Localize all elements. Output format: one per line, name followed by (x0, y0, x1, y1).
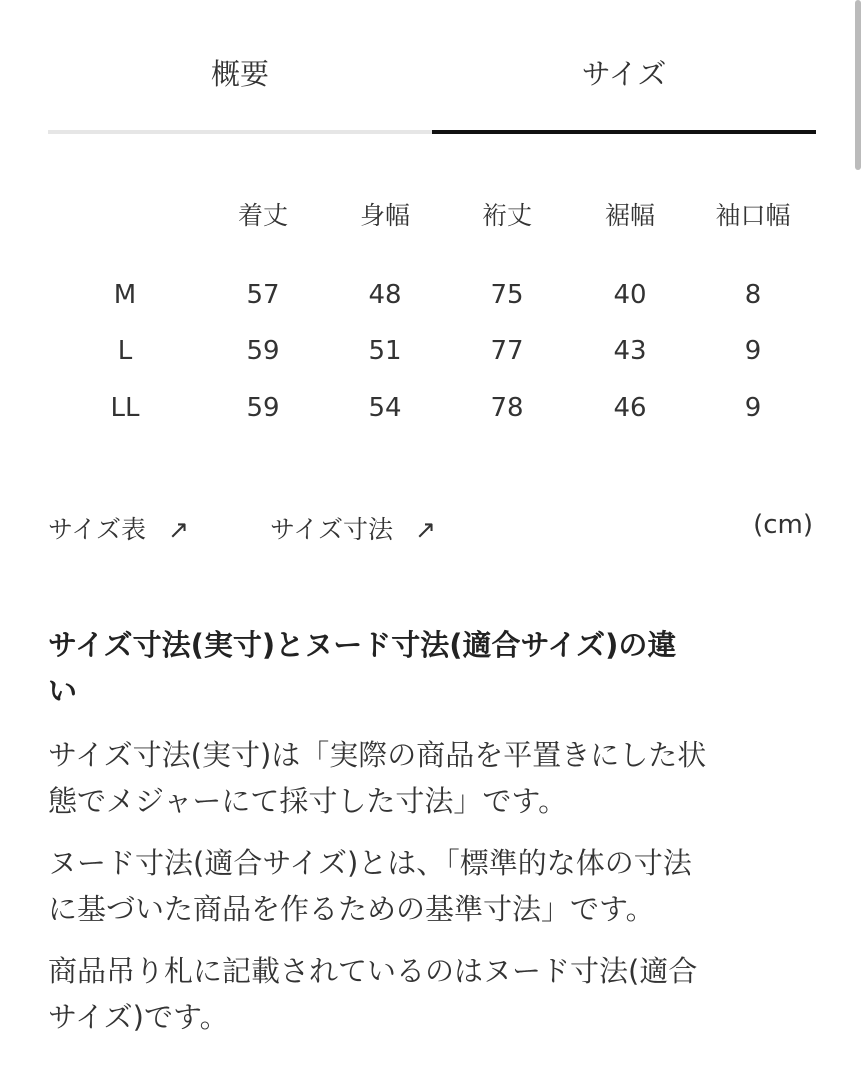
heading-line: サイズ寸法(実寸)とヌード寸法(適合サイズ)の違 (48, 628, 677, 662)
paragraph-line: ヌード寸法(適合サイズ)とは、「標準的な体の寸法 (48, 846, 692, 880)
table-cell: 8 (744, 280, 762, 310)
paragraph-actual-size (48, 732, 706, 824)
tab-size[interactable]: サイズ (581, 57, 667, 91)
size-measure-link[interactable] (270, 510, 436, 546)
section-heading (48, 622, 676, 714)
size-label: L (117, 336, 133, 366)
column-header: 袖口幅 (715, 201, 791, 230)
table-cell: 9 (744, 393, 762, 423)
table-cell: 51 (368, 336, 402, 366)
table-cell: 59 (246, 393, 280, 423)
column-header: 着丈 (237, 201, 288, 230)
table-cell: 9 (744, 336, 762, 366)
tab-underline-active (432, 130, 816, 134)
size-label: M (113, 280, 137, 310)
size-chart-label: サイズ表 (48, 515, 147, 544)
size-chart-link[interactable] (48, 510, 189, 546)
size-label: LL (110, 393, 140, 423)
tab-underline-inactive (48, 130, 432, 134)
table-cell: 75 (490, 280, 524, 310)
table-cell: 57 (246, 280, 280, 310)
unit-label: (cm) (753, 510, 813, 540)
column-header: 裄丈 (481, 201, 532, 230)
table-cell: 54 (368, 393, 402, 423)
heading-line: い (48, 674, 78, 708)
paragraph-line: 態でメジャーにて採寸した寸法」です。 (48, 784, 568, 818)
table-cell: 77 (490, 336, 524, 366)
table-cell: 78 (490, 393, 524, 423)
arrow-up-right-icon: ↗ (167, 515, 189, 544)
scrollbar[interactable] (855, 0, 861, 170)
table-cell: 59 (246, 336, 280, 366)
tab-overview[interactable]: 概要 (210, 57, 269, 91)
paragraph-line: 商品吊り札に記載されているのはヌード寸法(適合 (48, 954, 698, 988)
paragraph-tag-note (48, 948, 697, 1040)
paragraph-line: に基づいた商品を作るための基準寸法」です。 (48, 892, 655, 926)
arrow-up-right-icon: ↗ (414, 515, 436, 544)
column-header: 裾幅 (604, 201, 655, 230)
paragraph-line: サイズ)です。 (48, 1000, 229, 1034)
table-cell: 40 (613, 280, 647, 310)
paragraph-nude-size (48, 840, 692, 932)
column-header: 身幅 (359, 201, 410, 230)
table-cell: 48 (368, 280, 402, 310)
table-cell: 46 (613, 393, 647, 423)
size-measure-label: サイズ寸法 (270, 515, 394, 544)
table-cell: 43 (613, 336, 647, 366)
paragraph-line: サイズ寸法(実寸)は「実際の商品を平置きにした状 (48, 738, 707, 772)
